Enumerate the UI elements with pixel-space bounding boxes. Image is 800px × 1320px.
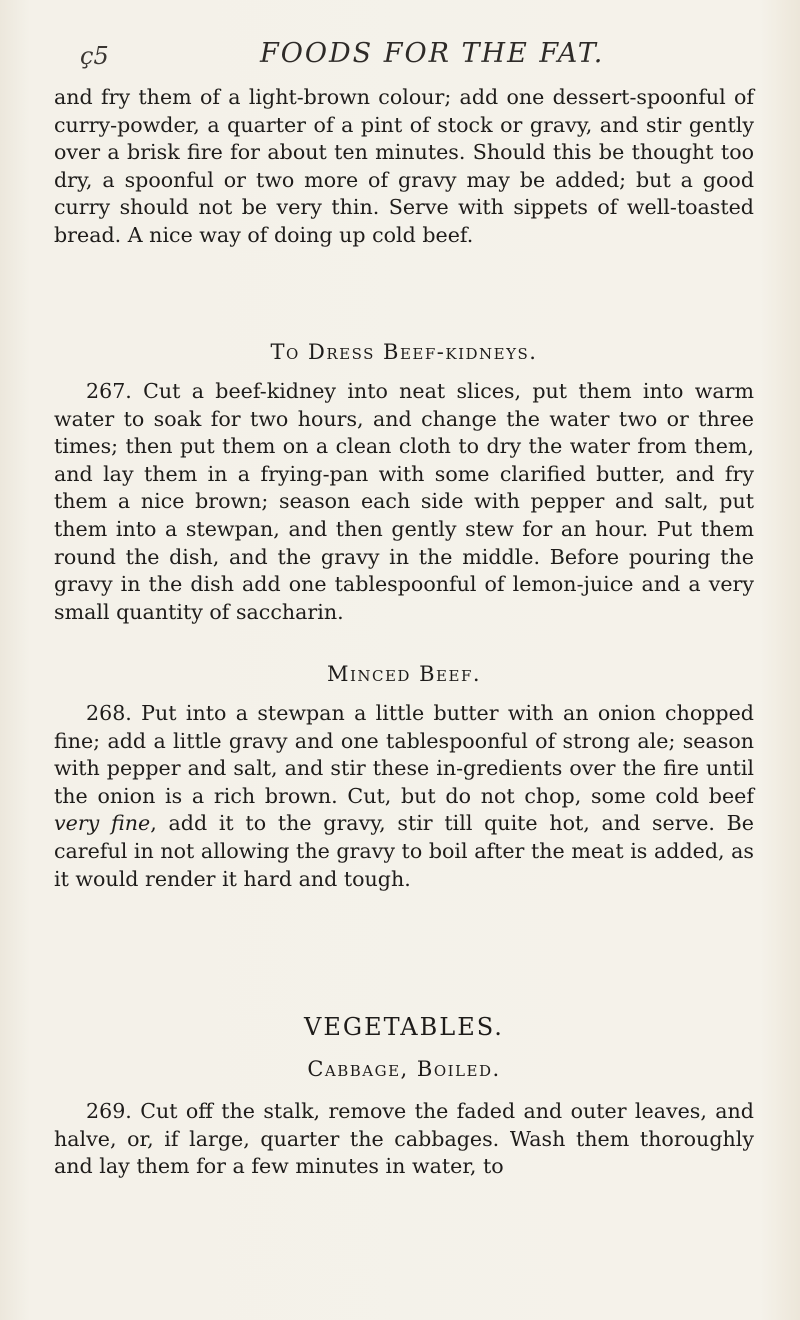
running-head: FOODS FOR THE FAT. xyxy=(260,38,605,69)
paragraph-curry-continued: and fry them of a light-brown colour; add one dessert-spoonful of curry-powder, a quarter of a pint of stock or gravy, and stir gently over a brisk fire for about ten minutes. Should this be thought too dry, a spoonful or two more of gravy may be added; but a good curry should not be very thin. Serve with sippets of well-toasted bread. A nice way of doing up cold beef. xyxy=(54,85,754,247)
paragraph-268-italic: very fine xyxy=(54,811,151,836)
heading-minced-beef: Minced Beef. xyxy=(326,662,482,686)
paragraph-267: 267. Cut a beef-kidney into neat slices, put them into warm water to soak for two hours, and change the water two or three times; then put them on a clean cloth to dry the water from them, and lay them in a frying-pan with some clarified butter, and fry them a nice brown; season each side with pepper and salt, put them into a stewpan, and then gently stew for an hour. Put them round the dish, and the gravy in the middle. Before pouring the gravy in the dish add one tablespoonful of lemon-juice and a very small quantity of saccharin. xyxy=(54,379,754,624)
paragraph-269: 269. Cut off the stalk, remove the faded and outer leaves, and halve, or, if large, quarter the cabbages. Wash them thoroughly and lay them for a few minutes in water, to xyxy=(54,1099,754,1179)
paragraph-268 xyxy=(54,700,754,893)
paragraph-268-part1: 268. Put into a stewpan a little butter with an onion chopped fine; add a little gravy and one tablespoonful of strong ale; season with pepper and salt, and stir these in-gredients over the fire until the onion is a rich brown. Cut, but do not chop, some cold beef xyxy=(54,701,754,808)
page-header xyxy=(80,38,760,78)
heading-cabbage-boiled: Cabbage, Boiled. xyxy=(307,1057,501,1081)
paragraph-268-part2: , add it to the gravy, stir till quite hot, and serve. Be careful in not allowing the gravy to boil after the meat is added, as it would render it hard and tough. xyxy=(54,811,754,891)
heading-vegetables: VEGETABLES. xyxy=(304,1013,504,1041)
page-number: ç5 xyxy=(80,42,109,70)
heading-beef-kidneys: To Dress Beef-kidneys. xyxy=(270,340,538,364)
